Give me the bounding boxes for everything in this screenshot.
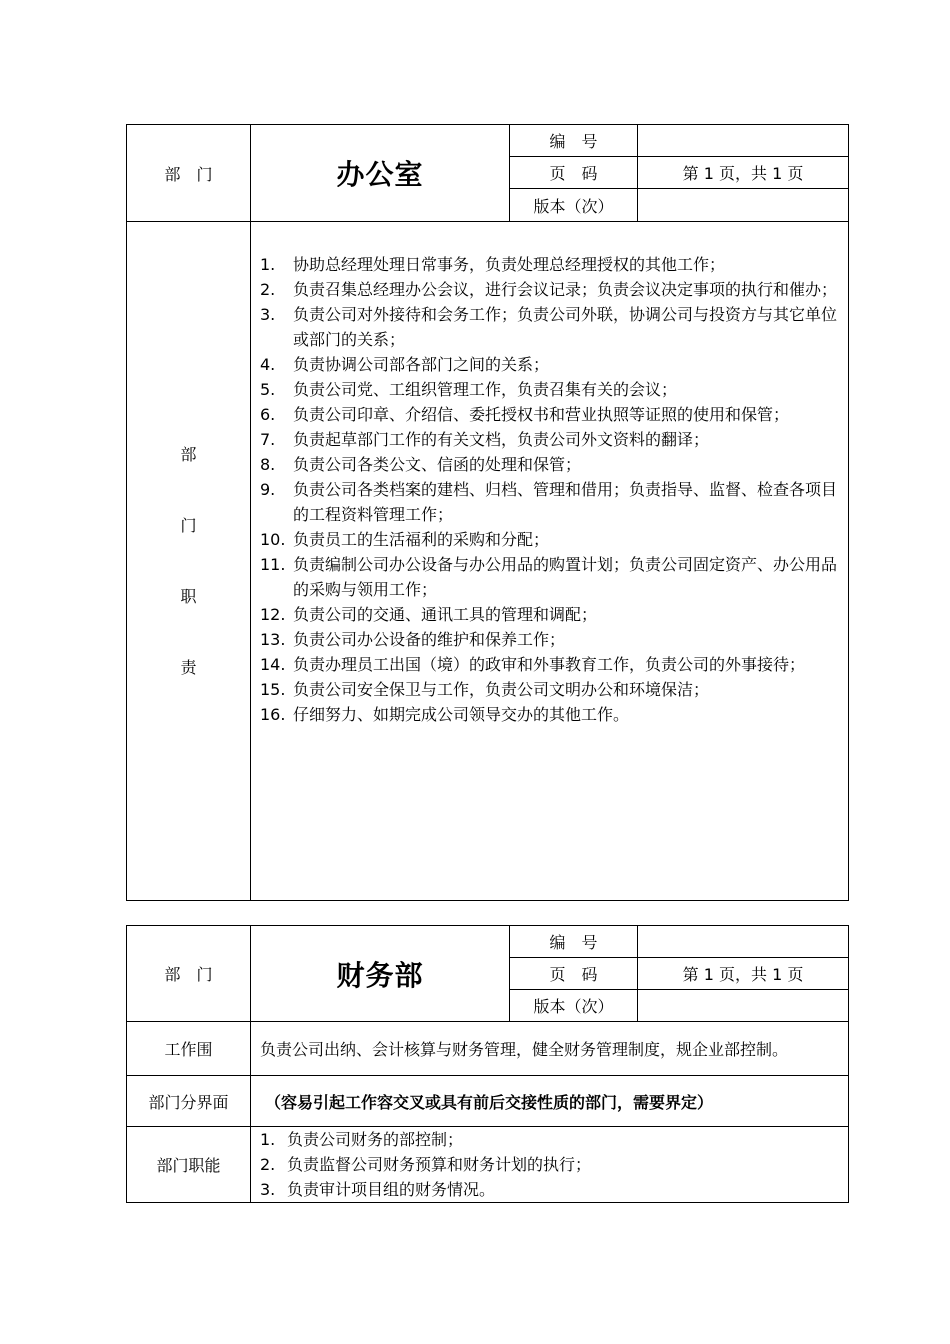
- function-list-cell: [251, 1127, 849, 1203]
- finance-table: [126, 925, 849, 1203]
- function-list: [251, 1127, 848, 1202]
- page-label: 页 码: [510, 958, 638, 990]
- duty-label: [127, 222, 251, 901]
- list-item: 13. 负责公司办公设备的维护和保养工作；: [260, 630, 566, 649]
- list-item: 14. 负责办理员工出国（境）的政审和外事教育工作，负责公司的外事接待；: [260, 655, 806, 674]
- duty-label-char: 部: [180, 445, 197, 464]
- list-item: 3. 负责公司对外接待和会务工作；负责公司外联，协调公司与投资方与其它单位或部门的关系；: [260, 305, 838, 349]
- duty-label-char: 门: [180, 516, 197, 535]
- page-value: 第 1 页，共 1 页: [638, 157, 849, 189]
- page-value: 第 1 页，共 1 页: [638, 958, 849, 990]
- list-item: 1. 协助总经理处理日常事务，负责处理总经理授权的其他工作；: [260, 255, 726, 274]
- version-value: [638, 990, 849, 1022]
- page-label: 页 码: [510, 157, 638, 189]
- number-label: 编 号: [510, 125, 638, 157]
- office-table: [126, 124, 849, 901]
- dept-label: 部 门: [127, 926, 251, 1022]
- version-label: 版本（次）: [510, 189, 638, 222]
- list-item: 16. 仔细努力、如期完成公司领导交办的其他工作。: [260, 705, 630, 724]
- interface-text: （容易引起工作容交叉或具有前后交接性质的部门，需要界定）: [251, 1076, 849, 1127]
- version-label: 版本（次）: [510, 990, 638, 1022]
- interface-label: 部门分界面: [127, 1076, 251, 1127]
- scope-label: 工作围: [127, 1022, 251, 1076]
- list-item: 7. 负责起草部门工作的有关文档，负责公司外文资料的翻译；: [260, 430, 710, 449]
- list-item: 2. 负责监督公司财务预算和财务计划的执行；: [260, 1155, 592, 1174]
- number-label: 编 号: [510, 926, 638, 958]
- number-value: [638, 125, 849, 157]
- number-value: [638, 926, 849, 958]
- scope-text: 负责公司出纳、会计核算与财务管理，健全财务管理制度，规企业部控制。: [251, 1022, 849, 1076]
- list-item: 3. 负责审计项目组的财务情况。: [260, 1180, 496, 1199]
- duty-label-char: 责: [180, 658, 197, 677]
- list-item: 4. 负责协调公司部各部门之间的关系；: [260, 355, 550, 374]
- list-item: 10. 负责员工的生活福利的采购和分配；: [260, 530, 550, 549]
- list-item: 5. 负责公司党、工组织管理工作，负责召集有关的会议；: [260, 380, 678, 399]
- list-item: 8. 负责公司各类公文、信函的处理和保管；: [260, 455, 582, 474]
- duty-list-cell: [251, 222, 849, 901]
- list-item: 11. 负责编制公司办公设备与办公用品的购置计划；负责公司固定资产、办公用品的采购与领用工作；: [260, 555, 838, 599]
- duty-list: [251, 252, 840, 727]
- dept-title: 办公室: [251, 125, 510, 222]
- duty-label-char: 职: [180, 587, 197, 606]
- list-item: 15. 负责公司安全保卫与工作，负责公司文明办公和环境保洁；: [260, 680, 710, 699]
- dept-title: 财务部: [251, 926, 510, 1022]
- list-item: 9. 负责公司各类档案的建档、归档、管理和借用；负责指导、监督、检查各项目的工程资料管理工作；: [260, 480, 838, 524]
- version-value: [638, 189, 849, 222]
- function-label: 部门职能: [127, 1127, 251, 1203]
- list-item: 1. 负责公司财务的部控制；: [260, 1130, 464, 1149]
- list-item: 2. 负责召集总经理办公会议，进行会议记录；负责会议决定事项的执行和催办；: [260, 280, 838, 299]
- dept-label: 部 门: [127, 125, 251, 222]
- list-item: 6. 负责公司印章、介绍信、委托授权书和营业执照等证照的使用和保管；: [260, 405, 790, 424]
- list-item: 12. 负责公司的交通、通讯工具的管理和调配；: [260, 605, 598, 624]
